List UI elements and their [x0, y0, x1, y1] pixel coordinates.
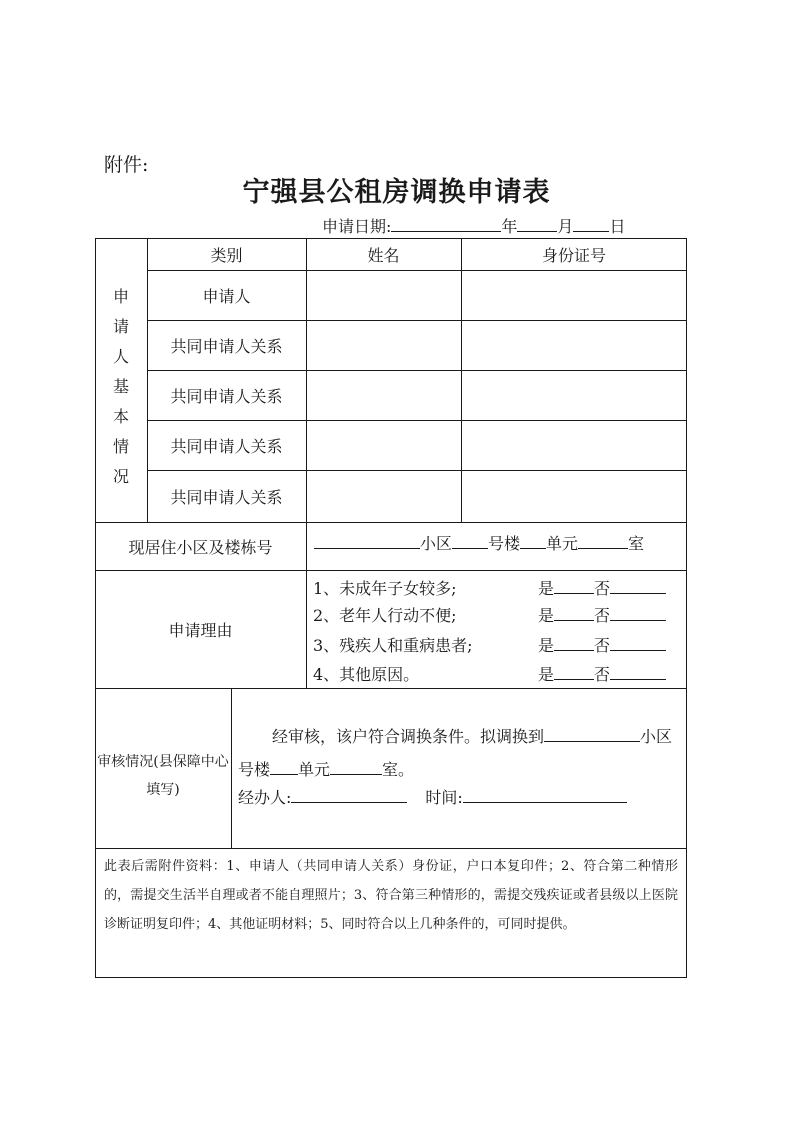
attachment-note: 此表后需附件资料：1、申请人（共同申请人关系）身份证，户口本复印件；2、符合第二种情形的，需提交生活半自理或者不能自理照片；3、符合第三种情形的，需提交残疾证或者县级以上医院诊断证明复印件；4、其他证明材料；5、同时符合以上几种条件的，可同时提供。 — [104, 859, 678, 932]
co-applicant-name-field[interactable] — [308, 322, 459, 368]
reason-yes-blank[interactable] — [554, 606, 594, 621]
date-month-blank[interactable] — [517, 217, 557, 232]
reason-item: 3、残疾人和重病患者; — [313, 636, 473, 655]
grid-line — [231, 688, 232, 848]
co-applicant-name-field[interactable] — [308, 372, 459, 418]
review-room-blank[interactable] — [330, 760, 382, 775]
row-label-co-applicant: 共同申请人关系 — [170, 436, 283, 456]
review-line-3: 经办人: 时间: — [238, 785, 627, 808]
col-header-name: 姓名 — [367, 245, 400, 265]
reason-no-blank[interactable] — [610, 579, 666, 594]
row-label-co-applicant: 共同申请人关系 — [170, 336, 283, 356]
co-applicant-id-field[interactable] — [463, 472, 685, 520]
applicant-name-field[interactable] — [308, 272, 459, 318]
co-applicant-id-field[interactable] — [463, 422, 685, 468]
review-label: 审核情况(县保障中心填写) — [97, 754, 229, 798]
grid-line — [461, 238, 462, 522]
residence-label: 现居住小区及楼栋号 — [128, 537, 273, 557]
residence-fill-line: 小区 号楼 单元 室 — [314, 531, 644, 554]
co-applicant-id-field[interactable] — [463, 322, 685, 368]
review-community-blank[interactable] — [544, 727, 640, 742]
residence-building-blank[interactable] — [452, 534, 488, 549]
application-date-line — [322, 214, 625, 237]
reason-yes-blank[interactable] — [554, 636, 594, 651]
reason-label: 申请理由 — [168, 620, 233, 640]
row-label-co-applicant: 共同申请人关系 — [170, 487, 283, 507]
grid-line — [306, 238, 307, 688]
date-day-blank[interactable] — [573, 217, 609, 232]
applicant-id-field[interactable] — [463, 272, 685, 318]
annex-label: 附件: — [104, 154, 149, 176]
reason-item: 1、未成年子女较多; — [313, 579, 457, 598]
co-applicant-name-field[interactable] — [308, 472, 459, 520]
date-year-blank[interactable] — [391, 217, 501, 232]
row-label-co-applicant: 共同申请人关系 — [170, 386, 283, 406]
residence-room-blank[interactable] — [578, 534, 628, 549]
review-unit-blank[interactable] — [270, 760, 298, 775]
co-applicant-name-field[interactable] — [308, 422, 459, 468]
handler-blank[interactable] — [291, 788, 407, 803]
reason-yes-blank[interactable] — [554, 579, 594, 594]
reason-yes-blank[interactable] — [554, 665, 594, 680]
basic-info-section-label: 申 请 人 基 本 情 况 — [112, 287, 129, 486]
review-line-1: 经审核，该户符合调换条件。拟调换到 小区 — [272, 727, 673, 746]
reason-yes-no: 是 否 — [538, 603, 666, 626]
col-header-id-number: 身份证号 — [541, 245, 606, 265]
date-year-label: 年 — [501, 217, 518, 236]
co-applicant-id-field[interactable] — [463, 372, 685, 418]
date-day-label: 日 — [609, 217, 626, 236]
time-blank[interactable] — [463, 788, 627, 803]
grid-line — [95, 688, 687, 689]
reason-item: 4、其他原因。 — [313, 665, 420, 684]
reason-no-blank[interactable] — [610, 665, 666, 680]
reason-yes-no: 是 否 — [538, 633, 666, 656]
col-header-category: 类别 — [210, 245, 243, 265]
reason-yes-no: 是 否 — [538, 576, 666, 599]
review-line-2: 号楼 单元 室。 — [238, 760, 415, 779]
date-label: 申请日期: — [322, 217, 392, 236]
reason-item: 2、老年人行动不便; — [313, 606, 457, 625]
residence-unit-blank[interactable] — [520, 534, 546, 549]
reason-no-blank[interactable] — [610, 636, 666, 651]
row-label-applicant: 申请人 — [202, 286, 251, 306]
residence-community-blank[interactable] — [314, 534, 420, 549]
reason-no-blank[interactable] — [610, 606, 666, 621]
date-month-label: 月 — [557, 217, 574, 236]
grid-line — [95, 848, 687, 849]
reason-yes-no: 是 否 — [538, 662, 666, 685]
form-title: 宁强县公租房调换申请表 — [242, 177, 551, 208]
